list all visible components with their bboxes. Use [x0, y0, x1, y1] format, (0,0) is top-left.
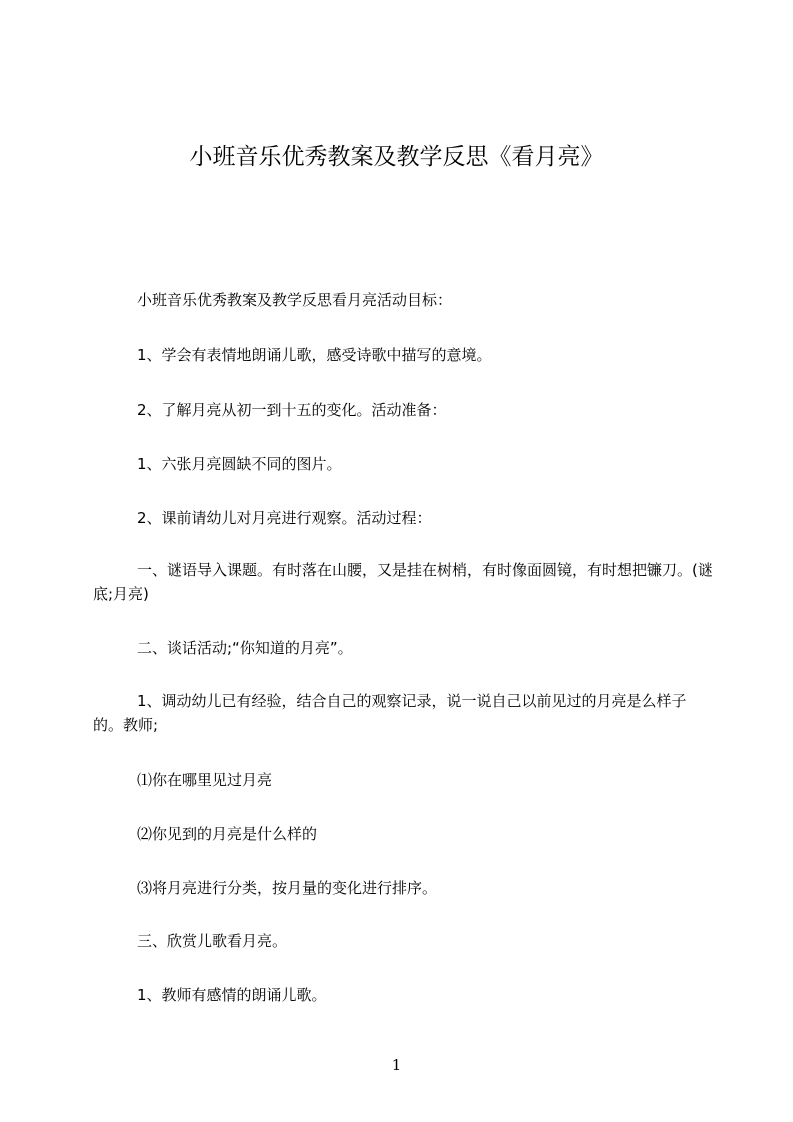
paragraph-preparation-2: 2、课前请幼儿对月亮进行观察。活动过程： [137, 509, 432, 527]
page-number: 1 [391, 1056, 402, 1074]
paragraph-preparation-1: 1、六张月亮圆缺不同的图片。 [137, 455, 342, 473]
paragraph-conversation-activity: 二、谈话活动;“你知道的月亮”。 [137, 639, 353, 657]
paragraph-objective-2: 2、了解月亮从初一到十五的变化。活动准备： [137, 401, 447, 419]
paragraph-appreciate-rhyme: 三、欣赏儿歌看月亮。 [137, 932, 288, 950]
paragraph-teacher-recite: 1、教师有感情的朗诵儿歌。 [137, 986, 327, 1004]
paragraph-objectives-heading: 小班音乐优秀教案及教学反思看月亮活动目标： [137, 291, 453, 309]
paragraph-recall-experience: 1、调动幼儿已有经验，结合自己的观察记录，说一说自己以前见过的月亮是么样子的。教师; [93, 692, 687, 734]
document-title: 小班音乐优秀教案及教学反思《看月亮》 [189, 144, 604, 170]
paragraph-question-1: ⑴你在哪里见过月亮 [137, 771, 273, 789]
paragraph-objective-1: 1、学会有表情地朗诵儿歌，感受诗歌中描写的意境。 [137, 346, 492, 364]
paragraph-question-2: ⑵你见到的月亮是什么样的 [137, 825, 318, 843]
paragraph-question-3: ⑶将月亮进行分类，按月量的变化进行排序。 [137, 879, 438, 897]
paragraph-riddle-intro: 一、谜语导入课题。有时落在山腰，又是挂在树梢，有时像面圆镜，有时想把镰刀。(谜底;月亮) [93, 561, 713, 603]
